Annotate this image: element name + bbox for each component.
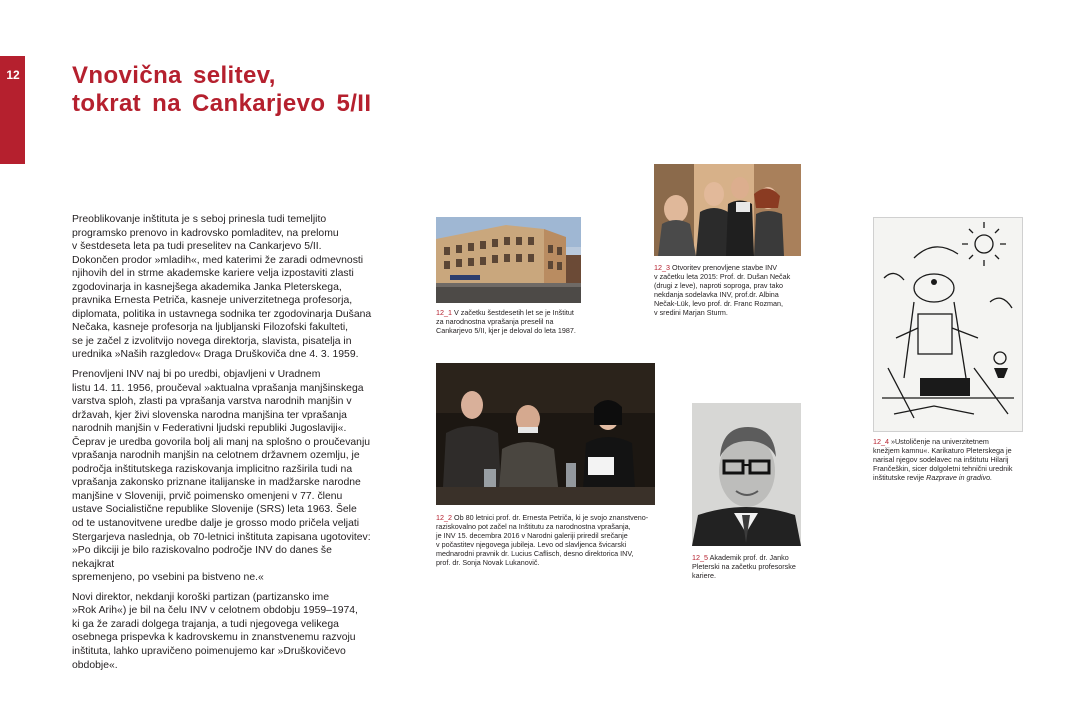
caption-12-5-number: 12_5 xyxy=(692,553,708,562)
caption-12-1 xyxy=(436,308,596,335)
caption-12-1-number: 12_1 xyxy=(436,308,452,317)
caption-12-3 xyxy=(654,263,814,318)
body-paragraph-1: Preoblikovanje inštituta je s seboj prinesla tudi temeljito programsko prenovo in kadrovsko pomladitev, na prelomu v šestdeseta leta pa tudi preselitev na Cankarjevo 5/II. Dokončen prodor »mladih«, med katerimi že zaradi odmevnosti njihovih del in strme akademske kariere velja izpostaviti zlasti zgodovinarja in kasnejšega akademika Janka Pleterskega, pravnika Ernesta Petriča, kasneje univerzitetnega profesorja, diplomata, politika in ustavnega sodnika ter zgodovinarja Dušana Nečaka, kasneje profesorja na ljubljanski Filozofski fakulteti, se je začel z izvolitvijo novega direktorja, slavista, pisatelja in urednika »Naših razgledov« Draga Druškoviča dne 4. 3. 1959. xyxy=(72,214,372,361)
caption-12-4-text: »Ustoličenje na univerzitetnem knežjem kamnu«. Karikaturo Pleterskega je narisal njegov sodelavec na inštitutu Hilarij Frančeškin, sicer dolgoletni tehnični urednik inštitutske revije xyxy=(873,437,1013,483)
caption-12-5-text: Akademik prof. dr. Janko Pleterski na začetku profesorske kariere. xyxy=(692,553,796,581)
caption-12-3-text: Otvoritev prenovljene stavbe INV v začetku leta 2015: Prof. dr. Dušan Nečak (drugi z leve), naproti soproga, prav tako nekdanja sodelavka INV, prof.dr. Albina Nečak-Lük, levo prof. dr. Franc Rozman, v sredini Marjan Sturm. xyxy=(654,263,791,318)
caption-12-2 xyxy=(436,513,666,568)
photo-building-opening-image xyxy=(654,164,801,256)
page-title-line-2: tokrat na Cankarjevo 5/II xyxy=(72,90,372,117)
photo-pleterski-portrait xyxy=(692,403,801,546)
caption-12-5 xyxy=(692,553,832,580)
page-number: 12 xyxy=(6,68,20,82)
body-paragraph-3: Novi direktor, nekdanji koroški partizan (partizansko ime »Rok Arih«) je bil na čelu INV v celotnem obdobju 1959–1974, ki ga že zaradi dolgega trajanja, a tudi njegovega velikega osebnega prispevka k kadrovskemu in znanstvenemu razvoju inštituta, lahko upravičeno poimenujemo kar »Druškovičevo obdobje«. xyxy=(72,591,358,671)
photo-caricature-image xyxy=(874,218,1022,431)
photo-petric-event xyxy=(436,363,655,505)
page-title xyxy=(72,62,371,118)
photo-caricature xyxy=(873,217,1023,432)
page-title-line-1: Vnovična selitev, xyxy=(72,62,276,89)
photo-petric-event-image xyxy=(436,363,655,505)
photo-pleterski-portrait-image xyxy=(692,403,801,546)
caption-12-2-text: Ob 80 letnici prof. dr. Ernesta Petriča, ki je svojo znanstveno- raziskovalno pot začel na Inštitutu za narodnostna vprašanja, je INV 15. decembra 2016 v Narodni galeriji priredil srečanje v počastitev njegovega jubileja. Levo od slavljenca švicarski mednarodni pravnik dr. Lucius Caflisch, desno direktorica INV, prof. dr. Sonja Novak Lukanovič. xyxy=(436,513,649,568)
photo-building xyxy=(436,217,581,303)
caption-12-3-number: 12_3 xyxy=(654,263,670,272)
caption-12-1-text: V začetku šestdesetih let se je Inštitut za narodnostna vprašanja preselil na Cankarjevo 5/II, kjer je deloval do leta 1987. xyxy=(436,308,576,336)
caption-12-4-italic: Razprave in gradivo. xyxy=(926,473,993,483)
body-paragraph-2: Prenovljeni INV naj bi po uredbi, objavljeni v Uradnem listu 14. 11. 1956, proučeval »aktualna vprašanja manjšinskega varstva sploh, zlasti pa vprašanja varstva narodnih manjšin v državah, kjer živi slovenska narodna manjšina ter vprašanja narodnih manjšin v Federativni ljudski republiki Jugoslaviji«. Čeprav je uredba govorila bolj ali manj na splošno o proučevanju vprašanja narodnih manjšin na celotnem državnem ozemlju, je področja inštitutskega raziskovanja implicitno razširila tudi na vprašanja zakonsko priznane italijanske in madžarske narodne manjšine v Sloveniji, prvič poimensko omenjeni v 77. členu ustave Socialistične republike Slovenije (SRS) leta 1963. Šele od te ustanovitvene uredbe dalje je grosso modo pričela veljati Stergarjeva naslednja, ob 70-letnici inštituta zapisana ugotovitev: »Po dikciji je bilo raziskovalno področje INV do danes še nekajkrat spremenjeno, po vsebini pa bistveno ne.« xyxy=(72,369,371,584)
caption-12-4-number: 12_4 xyxy=(873,437,889,446)
caption-12-2-number: 12_2 xyxy=(436,513,452,522)
photo-building-opening xyxy=(654,164,801,256)
photo-building-image xyxy=(436,217,581,303)
body-text-column xyxy=(72,213,372,678)
caption-12-4 xyxy=(873,437,1033,482)
